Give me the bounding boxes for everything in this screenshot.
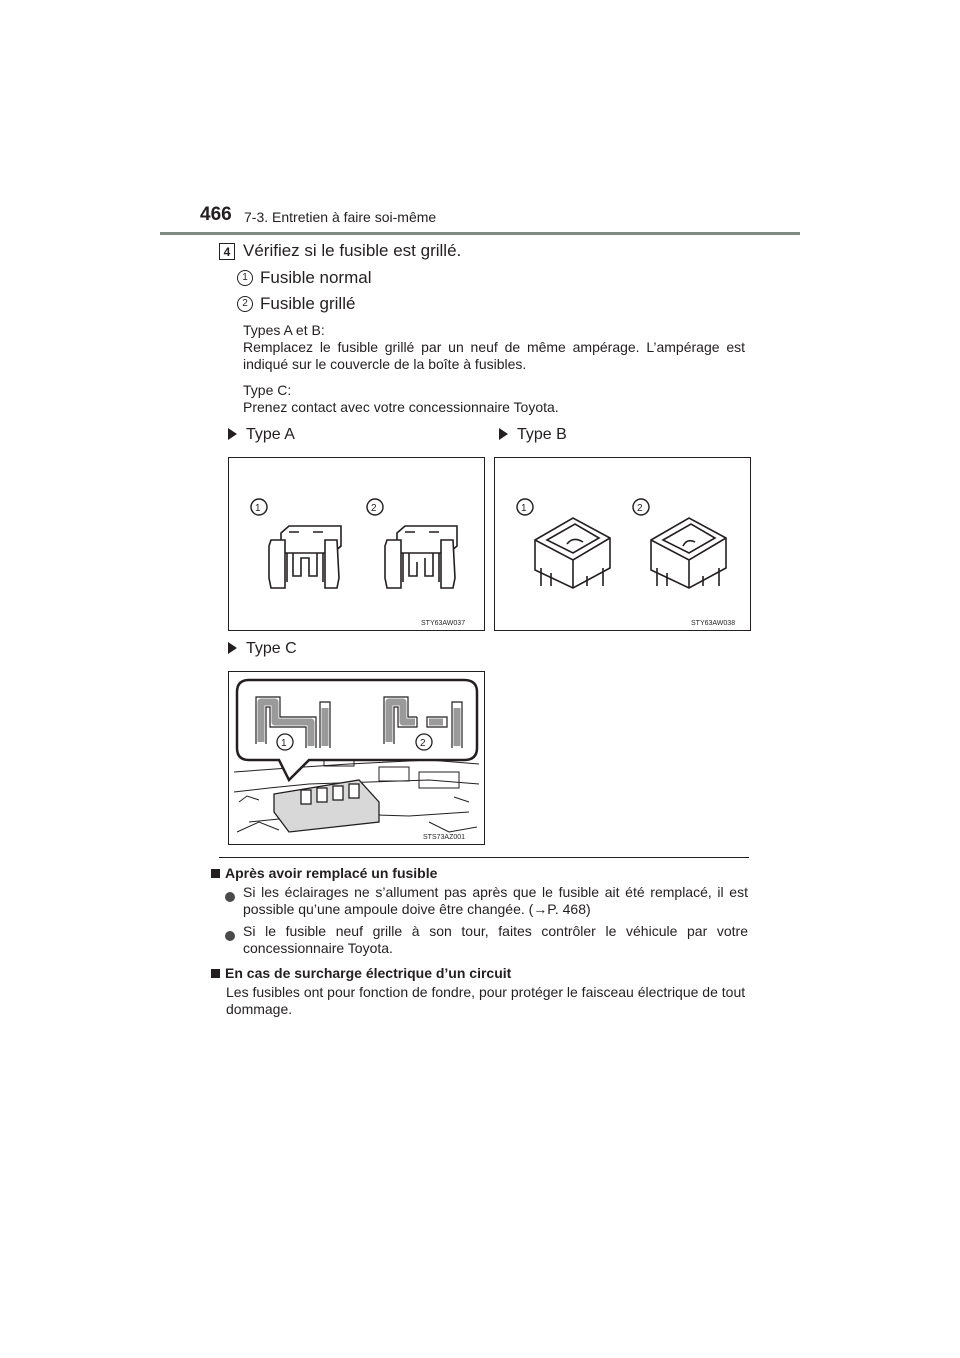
header-divider <box>160 232 800 235</box>
notes-divider <box>219 857 749 858</box>
figure-type-b <box>494 457 751 631</box>
figure-code-a: STY63AW037 <box>421 620 466 627</box>
fuse-type-b-illustration <box>495 458 750 630</box>
square-bullet-icon <box>211 869 220 878</box>
note-overload-body: Les fusibles ont pour fonction de fondre, pour protéger le faisceau électrique de tout dommage. <box>226 984 746 1017</box>
fuse-type-a-illustration <box>229 458 484 630</box>
normal-fuse-a <box>269 526 341 588</box>
instruction-heading: Types A et B: <box>243 322 325 338</box>
instruction-body: Prenez contact avec votre concessionnaire Toyota. <box>243 399 559 415</box>
triangle-arrow-icon <box>228 428 237 440</box>
step-instruction: Vérifiez si le fusible est grillé. <box>243 241 462 260</box>
fuse-box-illustration <box>229 672 484 844</box>
page-number: 466 <box>200 204 232 225</box>
item-label-normal-fuse: Fusible normal <box>260 268 372 287</box>
item-label-blown-fuse: Fusible grillé <box>260 294 356 313</box>
callout-number-2: 2 <box>371 503 377 514</box>
figure-code-b: STY63AW038 <box>691 620 736 627</box>
note-bullet-2: Si le fusible neuf grille à son tour, faites contrôler le véhicule par votre concessionnaire Toyota. <box>243 923 748 956</box>
triangle-arrow-icon <box>228 642 237 654</box>
figure-code-c: STS73AZ001 <box>423 834 466 841</box>
instruction-body: Remplacez le fusible grillé par un neuf de même ampérage. L’ampérage est indiqué sur le couvercle de la boîte à fusibles. <box>243 339 745 372</box>
instruction-types-ab <box>243 322 745 373</box>
figure-label-type-c: Type C <box>228 640 297 658</box>
triangle-arrow-icon <box>499 428 508 440</box>
note-bullet-1: Si les éclairages ne s’allument pas après que le fusible ait été remplacé, il est possible qu’une ampoule doive être changée. (→P. 468) <box>243 884 748 917</box>
item-number-1: 1 <box>237 270 253 286</box>
callout-number-1: 1 <box>521 503 527 514</box>
callout-number-1: 1 <box>281 738 287 749</box>
section-title: 7-3. Entretien à faire soi-même <box>244 209 437 225</box>
blown-fuse-b <box>651 518 726 588</box>
figure-type-a <box>228 457 485 631</box>
instruction-type-c <box>243 382 745 416</box>
step-number-box: 4 <box>219 243 235 260</box>
figure-label-type-b: Type B <box>499 426 567 444</box>
callout-number-2: 2 <box>637 503 643 514</box>
item-number-2: 2 <box>237 296 253 312</box>
callout-number-1: 1 <box>255 503 261 514</box>
figure-label-type-a: Type A <box>228 426 295 444</box>
fuse-block <box>274 780 379 832</box>
normal-fuse-b <box>535 518 610 588</box>
dot-bullet-icon <box>225 889 235 907</box>
blown-fuse-a <box>385 526 457 588</box>
note-heading-overload: En cas de surcharge électrique d’un circuit <box>211 965 511 981</box>
callout-number-2: 2 <box>420 738 426 749</box>
dot-bullet-icon <box>225 928 235 946</box>
figure-type-c <box>228 671 485 845</box>
instruction-heading: Type C: <box>243 382 292 398</box>
zoom-callout-bubble <box>237 680 477 780</box>
note-heading-after-replacement: Après avoir remplacé un fusible <box>211 865 437 881</box>
square-bullet-icon <box>211 969 220 978</box>
